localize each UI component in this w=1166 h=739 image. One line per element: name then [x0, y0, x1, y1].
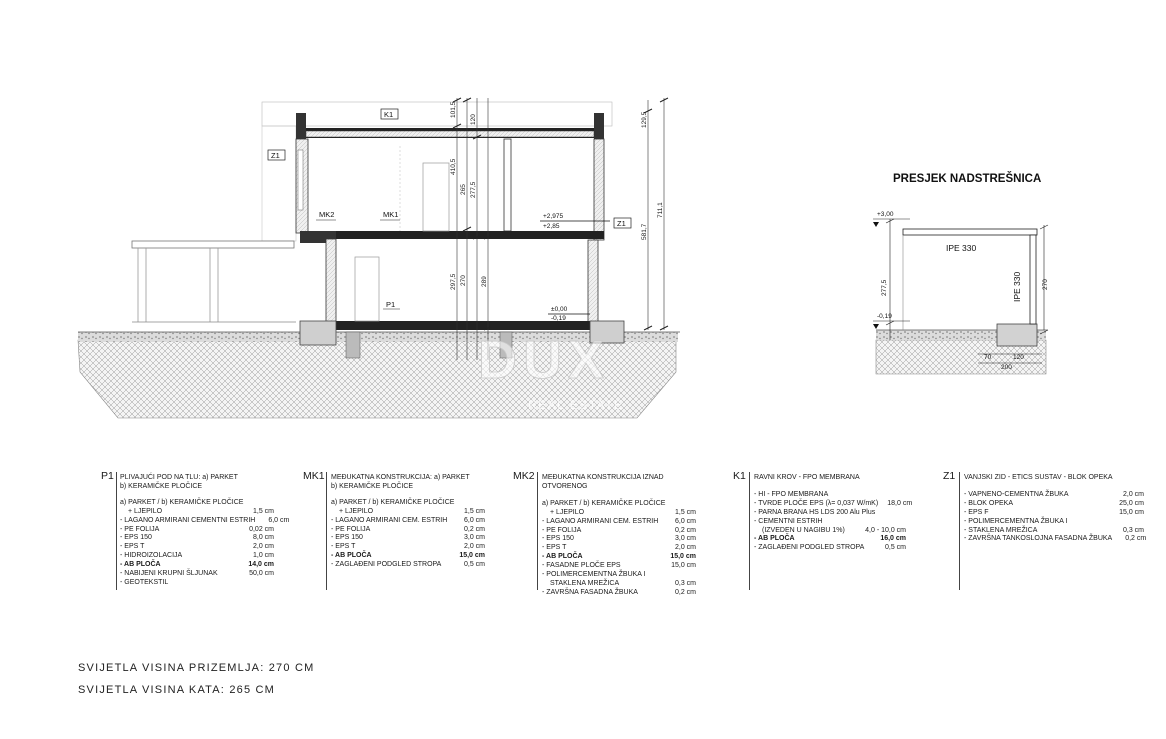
- legend-layer-label: - EPS 150: [331, 534, 363, 542]
- legend-layer-row: [120, 516, 290, 526]
- legend-layer-label: - PE FOLIJA: [331, 525, 371, 533]
- legend-layer-row: [754, 518, 906, 527]
- legend-mk1-sub: a) PARKET / b) KERAMIČKE PLOČICE: [331, 498, 455, 506]
- canopy-ipe-vertical: IPE 330: [1012, 271, 1022, 302]
- legend-layer-thickness: [240, 579, 274, 588]
- legend-layer-thickness: [1110, 518, 1144, 527]
- dim-129-5: 129,5: [641, 111, 648, 128]
- legend-layer-row: [120, 552, 274, 561]
- legend-layer-row: [542, 527, 696, 536]
- legend-layer-thickness: 4,0 - 10,0 cm: [865, 526, 906, 534]
- legend-layer-label: STAKLENA MREŽICA: [550, 579, 620, 587]
- level-2975: +2,975: [543, 213, 564, 220]
- canopy-level-019: -0,19: [877, 313, 892, 320]
- covered-terrace-frame: [132, 241, 294, 248]
- legend-p1: [120, 474, 290, 588]
- legend-layer-row: [120, 534, 274, 543]
- legend-layer-thickness: [662, 571, 696, 580]
- legend-layer-thickness: 0,3 cm: [674, 579, 696, 587]
- legend-layer-row: [331, 561, 485, 570]
- legend-layer-row: [120, 526, 274, 535]
- legend-layer-row: [754, 491, 906, 500]
- legend-layer-thickness: 3,0 cm: [463, 534, 485, 542]
- legend-layer-thickness: 8,0 cm: [252, 534, 274, 542]
- dim-410-5: 410,5: [450, 158, 457, 175]
- legend-p1-title: PLIVAJUĆI POD NA TLU: a) PARKET: [120, 474, 238, 481]
- legend-layer-label: - CEMENTNI ESTRIH: [754, 517, 823, 525]
- tag-mk1-text: MK1: [383, 210, 399, 219]
- dim-297-5: 297,5: [450, 273, 457, 290]
- legend-layer-row: [331, 517, 485, 526]
- legend-layer-label: - LAGANO ARMIRANI CEM. ESTRIH: [331, 516, 448, 524]
- legend-layer-label: - POLIMERCEMENTNA ŽBUKA I: [542, 571, 646, 579]
- tag-k1-text: K1: [384, 110, 394, 119]
- legend-layer-label: - VAPNENO-CEMENTNA ŽBUKA: [964, 490, 1069, 498]
- level-019: -0,19: [551, 315, 566, 322]
- dim-101-5: 101,5: [450, 101, 457, 118]
- legend-layer-thickness: 2,0 cm: [463, 543, 485, 551]
- legend-layer-thickness: 0,5 cm: [884, 544, 906, 552]
- legend-layer-row: [542, 571, 696, 580]
- legend-layer-label: + LJEPILO: [128, 507, 163, 515]
- legend-layer-thickness: 2,0 cm: [1122, 490, 1144, 498]
- canopy-level-300: +3,00: [877, 211, 894, 218]
- legend-layer-thickness: 1,0 cm: [252, 552, 274, 560]
- legend-layer-thickness: 1,5 cm: [674, 508, 696, 516]
- legend-layer-thickness: 0,5 cm: [463, 561, 485, 569]
- legend-layer-thickness: 2,0 cm: [674, 544, 696, 552]
- legend-layer-thickness: [872, 518, 906, 527]
- legend-layer-label: - GEOTEKSTIL: [120, 578, 169, 586]
- dim-270: 270: [460, 275, 467, 286]
- legend-layer-row: [331, 508, 485, 517]
- legend-layer-thickness: 16,0 cm: [880, 535, 906, 543]
- canopy-dim-277-5: 277,5: [881, 279, 888, 296]
- legend-layer-thickness: 0,2 cm: [463, 525, 485, 533]
- canopy-foundation: [997, 324, 1037, 346]
- legend-layer-thickness: 6,0 cm: [268, 516, 290, 524]
- legend-layer-label: - TVRDE PLOČE EPS (λ= 0,037 W/mK): [754, 499, 879, 507]
- ground-slab: [326, 321, 598, 330]
- legend-z1-code: Z1: [943, 470, 956, 482]
- canopy-dim-70: 70: [984, 354, 992, 361]
- legend-layer-row: [331, 552, 485, 561]
- legend-layer-row: [754, 509, 906, 518]
- legend-layer-thickness: 6,0 cm: [674, 517, 696, 525]
- legend-mk2-sub: a) PARKET / b) KERAMIČKE PLOČICE: [542, 499, 666, 507]
- canopy-dim-200: 200: [1001, 364, 1012, 371]
- legend-layer-row: [542, 553, 696, 562]
- legend-layer-label: - POLIMERCEMENTNA ŽBUKA I: [964, 517, 1068, 525]
- dim-581-7: 581,7: [641, 223, 648, 240]
- legend-layer-row: [120, 570, 274, 579]
- legend-layer-label: - HI - FPO MEMBRANA: [754, 490, 829, 498]
- legend-layer-thickness: 15,0 cm: [671, 562, 696, 570]
- legend-layer-row: [964, 500, 1144, 509]
- legend-mk2-code: MK2: [513, 470, 535, 482]
- legend-layer-thickness: 1,5 cm: [463, 507, 485, 515]
- legend-layer-row: [542, 535, 696, 544]
- legend-layer-label: - PARNA BRANA HS LDS 200 Alu Plus: [754, 508, 876, 516]
- legend-layer-label: - AB PLOČA: [331, 552, 372, 560]
- legend-layer-thickness: 25,0 cm: [1119, 499, 1144, 507]
- level-000: ±0,00: [551, 306, 568, 313]
- legend-layer-label: - NABIJENI KRUPNI ŠLJUNAK: [120, 570, 218, 578]
- level-285: +2,85: [543, 223, 560, 230]
- legend-layer-row: [542, 509, 696, 518]
- legend-layer-label: - ZAGLAĐENI PODGLED STROPA: [754, 544, 865, 552]
- legend-mk1-title2: b) KERAMIČKE PLOČICE: [331, 482, 414, 490]
- dim-265: 265: [460, 184, 467, 195]
- dim-711-1: 711,1: [657, 202, 664, 218]
- legend-layer-thickness: 1,5 cm: [252, 507, 274, 515]
- legend-layer-label: - AB PLOČA: [120, 561, 161, 569]
- legend-p1-code: P1: [101, 470, 114, 482]
- legend-layer-label: - AB PLOČA: [754, 535, 795, 543]
- footer-ground-floor-height: SVIJETLA VISINA PRIZEMLJA: 270 CM: [78, 662, 315, 674]
- legend-layer-label: - ZAVRŠNA FASADNA ŽBUKA: [542, 588, 638, 596]
- legend-layer-row: [754, 544, 906, 553]
- legend-layer-row: [754, 535, 906, 544]
- legend-layer-thickness: 50,0 cm: [249, 570, 274, 578]
- lower-wall-right: [588, 240, 598, 325]
- legend-layer-thickness: 0,02 cm: [249, 525, 274, 533]
- legend-layer-thickness: 0,2 cm: [674, 588, 696, 596]
- legend-layer-thickness: 15,0 cm: [459, 552, 485, 560]
- legend-mk1-title: MEĐUKATNA KONSTRUKCIJA: a) PARKET: [331, 474, 470, 481]
- legend-mk1: [331, 474, 485, 570]
- legend-layer-row: [542, 518, 696, 527]
- legend-layer-thickness: 6,0 cm: [463, 516, 485, 524]
- legend-k1-code: K1: [733, 470, 746, 482]
- legend-layer-row: [120, 561, 274, 570]
- legend-z1: [964, 474, 1147, 544]
- legend-layer-label: - EPS 150: [120, 534, 152, 542]
- dim-289: 289: [481, 276, 488, 287]
- roof-insulation: [306, 131, 594, 137]
- legend-p1-sub: a) PARKET / b) KERAMIČKE PLOČICE: [120, 498, 244, 506]
- window-left: [298, 150, 303, 210]
- legend-layer-row: [331, 543, 485, 552]
- watermark-logo: DUX: [478, 330, 611, 390]
- legend-layer-thickness: 0,3 cm: [1122, 526, 1144, 534]
- legend-layer-thickness: 0,2 cm: [1125, 535, 1147, 543]
- legend-layer-label: - BLOK OPEKA: [964, 499, 1014, 507]
- canopy-ipe-horizontal: IPE 330: [946, 243, 977, 253]
- door-upper: [423, 163, 449, 231]
- legend-layer-label: + LJEPILO: [339, 507, 374, 515]
- lower-wall-left: [326, 239, 336, 325]
- legend-layer-thickness: 3,0 cm: [674, 535, 696, 543]
- rear-volume-outline: [262, 102, 612, 126]
- legend-layer-row: [964, 535, 1147, 544]
- foundation-left: [300, 321, 336, 345]
- canopy-section-title: PRESJEK NADSTREŠNICA: [893, 173, 1042, 185]
- legend-k1-title: RAVNI KROV - FPO MEMBRANA: [754, 474, 860, 481]
- footer-upper-floor-height: SVIJETLA VISINA KATA: 265 CM: [78, 684, 276, 696]
- legend-layer-thickness: [875, 509, 909, 518]
- legend-layer-thickness: 0,2 cm: [674, 526, 696, 534]
- legend-mk2: [542, 474, 696, 598]
- watermark-subtitle: REAL ESTATE: [528, 398, 624, 412]
- legend-layer-row: [542, 589, 696, 598]
- legend-layer-row: [331, 534, 485, 543]
- legend-layer-row: [120, 543, 274, 552]
- legend-layer-label: (IZVEDEN U NAGIBU 1%): [762, 526, 845, 534]
- canopy-beam: [903, 229, 1037, 235]
- legend-layer-row: [964, 509, 1144, 518]
- legend-layer-row: [754, 499, 913, 509]
- tag-z1-right-text: Z1: [617, 219, 626, 228]
- parapet-left: [296, 113, 306, 139]
- legend-layer-row: [542, 562, 696, 571]
- legend-layer-row: [542, 580, 696, 589]
- tag-p1-text: P1: [386, 300, 396, 309]
- legend-mk2-title: MEĐUKATNA KONSTRUKCIJA IZNAD OTVORENOG: [542, 474, 664, 490]
- legend-layer-label: - PE FOLIJA: [542, 526, 582, 534]
- legend-layer-thickness: 18,0 cm: [887, 499, 913, 507]
- legend-layer-thickness: 14,0 cm: [248, 561, 274, 569]
- legend-layer-label: - ZAVRŠNA TANKOSLOJNA FASADNA ŽBUKA: [964, 535, 1113, 543]
- legend-layer-label: - HIDROIZOLACIJA: [120, 552, 183, 560]
- parapet-right: [594, 113, 604, 139]
- legend-layer-label: - EPS T: [331, 543, 356, 551]
- dim-120: 120: [470, 114, 477, 125]
- legend-layer-label: - EPS F: [964, 508, 989, 516]
- legend-layer-label: - AB PLOČA: [542, 553, 583, 561]
- canopy-dim-270: 270: [1042, 279, 1049, 290]
- legend-layer-label: - ZAGLAĐENI PODGLED STROPA: [331, 561, 442, 569]
- legend-layer-label: - EPS T: [542, 544, 567, 552]
- upper-wall-right: [594, 139, 604, 240]
- dim-277-5: 277,5: [470, 181, 477, 198]
- legend-layer-row: [542, 544, 696, 553]
- tag-mk2-text: MK2: [319, 210, 335, 219]
- legend-layer-row: [120, 508, 274, 517]
- legend-z1-title: VANJSKI ZID - ETICS SUSTAV - BLOK OPEKA: [964, 474, 1113, 481]
- legend-layer-thickness: 15,0 cm: [1119, 508, 1144, 516]
- legend-k1: [754, 474, 913, 553]
- legend-layer-label: - LAGANO ARMIRANI CEM. ESTRIH: [542, 517, 659, 525]
- legend-layer-thickness: 2,0 cm: [252, 543, 274, 551]
- inner-wall-upper: [504, 139, 511, 231]
- legend-layer-label: - LAGANO ARMIRANI CEMENTNI ESTRIH: [120, 516, 256, 524]
- legend-layer-label: + LJEPILO: [550, 508, 585, 516]
- tag-z1-left-text: Z1: [271, 151, 280, 160]
- canopy-column: [1030, 235, 1036, 324]
- legend-layer-thickness: [872, 491, 906, 500]
- legend-layer-label: - STAKLENA MREŽICA: [964, 526, 1038, 534]
- mid-slab: [300, 231, 604, 239]
- door-lower: [355, 257, 379, 321]
- legend-layer-row: [331, 526, 485, 535]
- legend-mk1-code: MK1: [303, 470, 325, 482]
- legend-p1-title2: b) KERAMIČKE PLOČICE: [120, 482, 203, 490]
- legend-layer-row: [120, 579, 274, 588]
- legend-layer-row: [964, 518, 1144, 527]
- legend-layer-label: - FASADNE PLOČE EPS: [542, 562, 621, 570]
- legend-layer-thickness: 15,0 cm: [670, 553, 696, 561]
- legend-layer-label: - PE FOLIJA: [120, 525, 160, 533]
- legend-layer-row: [964, 491, 1144, 500]
- legend-layer-label: - EPS 150: [542, 535, 574, 543]
- legend-layer-label: - EPS T: [120, 543, 145, 551]
- canopy-dim-120: 120: [1013, 354, 1024, 361]
